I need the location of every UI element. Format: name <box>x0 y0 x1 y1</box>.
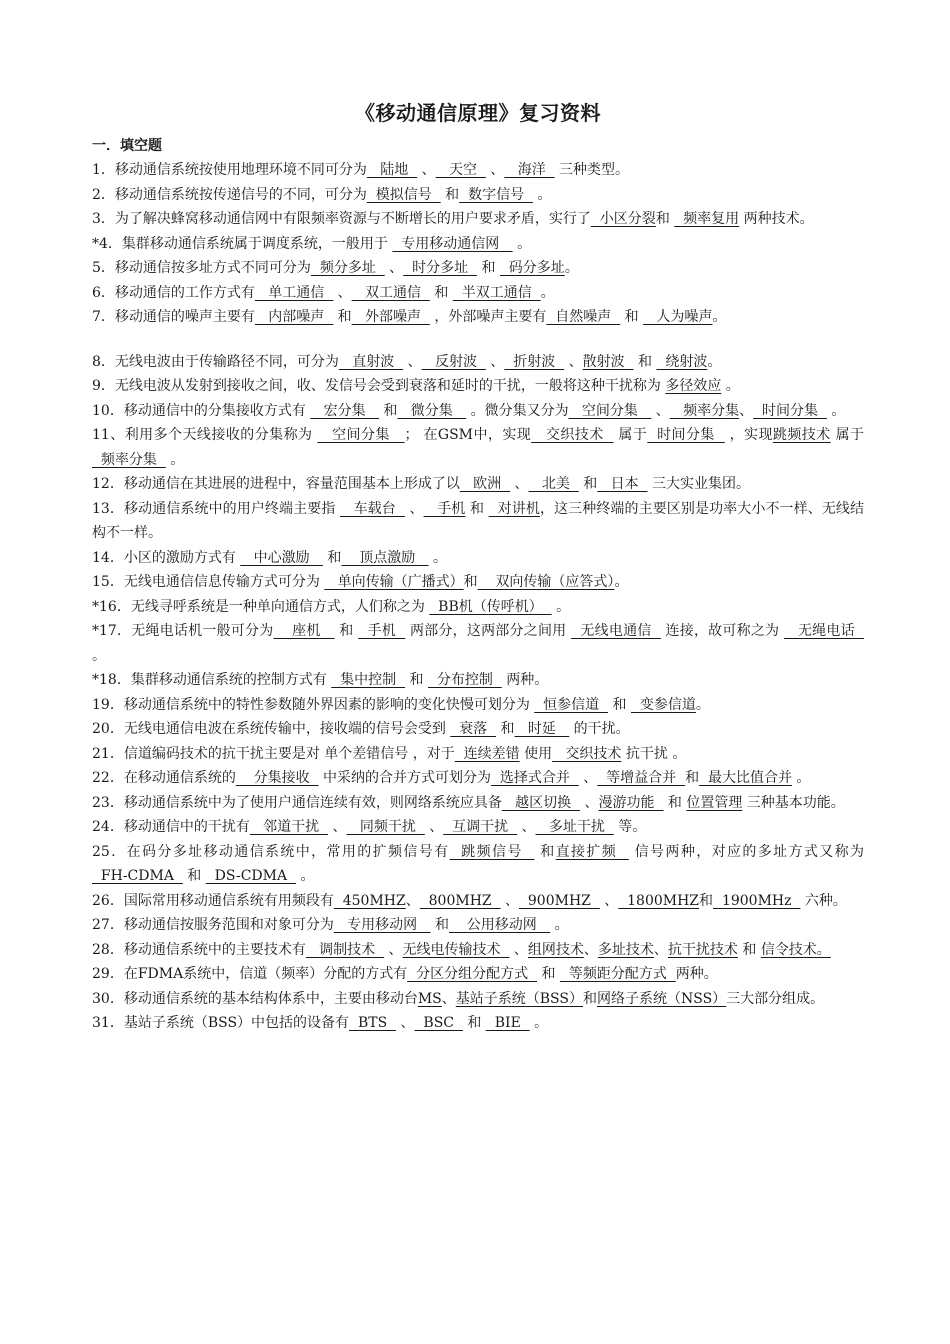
answer-blank: 邻道干扰 <box>249 819 329 835</box>
question-item <box>92 840 864 889</box>
question-list <box>92 158 864 1036</box>
answer-blank: 900MHZ <box>518 892 600 909</box>
question-text: 7．移动通信的噪声主要有 <box>92 309 255 325</box>
question-text: 22．在移动通信系统的 <box>92 770 236 786</box>
answer-blank: 等增益合并 <box>597 770 686 786</box>
question-text: 。 <box>712 309 727 325</box>
answer-blank: 欧洲 <box>459 476 511 492</box>
question-text: 13．移动通信系统中的用户终端主要指 <box>92 500 340 517</box>
question-text: 14．小区的激励方式有 <box>92 549 241 566</box>
question-item <box>92 281 864 306</box>
question-text: 和 <box>655 211 675 227</box>
answer-blank: 分区分组分配方式 <box>407 966 538 982</box>
answer-blank: 1900MHz <box>713 892 801 909</box>
answer-blank: 变参信道 <box>630 696 696 713</box>
question-text: 、 <box>564 353 583 370</box>
answer-blank: 宏分集 <box>310 402 379 419</box>
answer-blank: 专用移动网 <box>333 917 431 933</box>
question-text: 15．无线电通信信息传输方式可分为 <box>92 574 325 590</box>
answer-blank: 时间分集 <box>647 427 725 443</box>
answer-blank: 频率分集 <box>92 451 166 468</box>
answer-blank: 时延 <box>514 721 570 737</box>
answer-blank: 外部噪声 <box>351 309 430 325</box>
answer-blank: 北美 <box>528 476 579 492</box>
answer-blank: 模拟信号 <box>366 186 441 203</box>
question-text: 、 <box>384 260 404 276</box>
question-item <box>92 207 864 232</box>
answer-blank: 频分多址 <box>310 260 385 276</box>
answer-blank: 恒参信道 <box>534 696 609 713</box>
question-text: 3．为了解决蜂窝移动通信网中有限频率资源与不断增长的用户要求矛盾，实行了 <box>92 211 591 227</box>
answer-blank: 半双工通信 <box>452 284 541 301</box>
question-text: 。 <box>540 284 555 301</box>
question-text: 、 <box>517 819 536 835</box>
question-text: 、 <box>599 892 619 909</box>
answer-blank: 同频干扰 <box>346 819 425 835</box>
question-text: 和 <box>737 941 761 958</box>
question-text: 和 <box>608 696 631 713</box>
answer-blank: 抗干扰技术 <box>667 941 738 958</box>
answer-blank: 散射波 <box>582 353 634 370</box>
question-text: 和 <box>477 260 500 276</box>
question-item <box>92 546 864 571</box>
question-text: 26．国际常用移动通信系统有用频段有 <box>92 892 334 909</box>
question-text: 。 <box>707 353 722 370</box>
question-text: 和 <box>685 770 700 786</box>
answer-blank: 无绳电话 <box>783 623 864 639</box>
question-text: 、 <box>405 892 420 909</box>
question-text: 、 <box>485 162 505 178</box>
question-text: 和 <box>322 549 342 566</box>
question-text: 。微分集又分为 <box>466 402 569 419</box>
answer-blank: FH-CDMA <box>92 868 183 884</box>
answer-blank: 跳频信号 <box>449 843 535 860</box>
question-text: 三种基本功能。 <box>742 794 845 811</box>
question-text: 2．移动通信系统按传递信号的不同，可分为 <box>92 186 367 203</box>
question-text: 和 <box>429 284 453 301</box>
answer-blank: 分布控制 <box>427 672 502 688</box>
question-item <box>92 183 864 208</box>
question-text: 。 <box>551 598 571 615</box>
question-item <box>92 938 864 963</box>
question-text: 两种技术。 <box>739 211 814 227</box>
question-text: ，外部噪声主要有 <box>429 309 547 325</box>
answer-blank: 调制技术 <box>305 941 385 958</box>
question-item <box>92 232 864 257</box>
answer-blank: 800MHZ <box>419 892 501 909</box>
question-text: 。 <box>826 402 846 419</box>
question-text: 、 <box>384 941 403 958</box>
answer-blank: 时间分集 <box>753 402 827 419</box>
question-text: 21．信道编码技术的抗干扰主要是对 单个差错信号 ，对于 <box>92 745 455 762</box>
question-item <box>92 399 864 424</box>
answer-blank: 直接扩频 <box>555 843 629 860</box>
question-text: 、 <box>328 819 347 835</box>
answer-blank: 跳频技术 <box>772 427 831 443</box>
question-text: 、 <box>509 941 528 958</box>
answer-blank: 互调干扰 <box>443 819 518 835</box>
question-text: 24．移动通信中的干扰有 <box>92 819 250 835</box>
answer-blank: 陆地 <box>366 162 418 178</box>
answer-blank: 交织技术 <box>552 745 622 762</box>
answer-blank: 越区切换 <box>501 794 581 811</box>
answer-blank: 内部噪声 <box>254 309 334 325</box>
question-text: 。 <box>296 868 315 884</box>
answer-blank: 单工通信 <box>254 284 334 301</box>
question-text: 、 <box>333 284 352 301</box>
question-item <box>92 374 864 399</box>
question-text: 六种。 <box>800 892 847 909</box>
question-item <box>92 158 864 183</box>
question-text: 。 <box>428 549 448 566</box>
answer-blank: 码分多址 <box>499 260 565 276</box>
question-text: 。 <box>614 574 629 590</box>
question-text: 、 <box>583 941 598 958</box>
question-item <box>92 472 864 497</box>
question-text: 、 <box>396 1015 415 1031</box>
question-text: 和 <box>462 1015 486 1031</box>
answer-blank: MS <box>417 990 442 1007</box>
answer-blank: 频率复用 <box>674 211 740 227</box>
question-text: 使用 <box>519 745 553 762</box>
question-item <box>92 619 864 668</box>
question-text: 27．移动通信按服务范围和对象可分为 <box>92 917 334 933</box>
question-text: 和 <box>496 721 515 737</box>
question-text: 等。 <box>613 819 647 835</box>
question-item <box>92 668 864 693</box>
question-text: 5．移动通信按多址方式不同可分为 <box>92 260 311 276</box>
answer-blank: 交织技术 <box>531 427 614 443</box>
answer-blank: 时分多址 <box>403 260 477 276</box>
question-text: 和 <box>620 309 644 325</box>
answer-blank: 自然噪声 <box>546 309 621 325</box>
question-text: 和 <box>537 966 560 982</box>
question-item <box>92 1011 864 1036</box>
answer-blank: 日本 <box>597 476 648 492</box>
question-text: *17．无绳电话机一般可分为 <box>92 623 274 639</box>
answer-blank: 微分集 <box>397 402 467 419</box>
question-text: 、 <box>404 500 424 517</box>
answer-blank: 位置管理 <box>686 794 743 811</box>
question-text: 连接，故可称之为 <box>660 623 784 639</box>
question-text: 、 <box>739 402 754 419</box>
question-text: 、 <box>424 819 444 835</box>
question-text: 25．在码分多址移动通信系统中，常用的扩频信号有 <box>92 843 450 860</box>
question-text: 29．在FDMA系统中，信道（频率）分配的方式有 <box>92 966 408 982</box>
question-text: 、 <box>441 990 456 1007</box>
question-text: ，实现 <box>724 427 773 443</box>
answer-blank: 组网技术 <box>527 941 584 958</box>
question-text: 抗干扰 。 <box>621 745 687 762</box>
question-text: 12．移动通信在其进展的进程中，容量范围基本上形成了以 <box>92 476 460 492</box>
answer-blank: 等频距分配方式 <box>559 966 676 982</box>
question-item <box>92 693 864 718</box>
question-text: 1．移动通信系统按使用地理环境不同可分为 <box>92 162 367 178</box>
question-text: 和 <box>430 917 449 933</box>
question-item <box>92 717 864 742</box>
answer-blank: 频率分集 <box>669 402 740 419</box>
section-heading: 一．填空题 <box>92 138 162 154</box>
question-text: 、 <box>485 353 505 370</box>
question-text: 。 <box>92 647 106 664</box>
answer-blank: 单向传输（广播式） <box>324 574 464 590</box>
question-text: 和 <box>578 476 598 492</box>
answer-blank: DS-CDMA <box>205 868 296 884</box>
question-text: 和 <box>182 868 206 884</box>
question-item <box>92 595 864 620</box>
question-text: 、 <box>651 402 670 419</box>
question-text: 。 <box>512 235 532 252</box>
answer-blank: 连续差错 <box>454 745 520 762</box>
question-item <box>92 962 864 987</box>
answer-blank: 公用移动网 <box>448 917 551 933</box>
answer-blank: 天空 <box>435 162 486 178</box>
question-item <box>92 497 864 546</box>
question-text: 。 <box>564 260 579 276</box>
question-item <box>92 889 864 914</box>
answer-blank: 1800MHZ <box>618 892 700 909</box>
question-text: 、 <box>580 794 599 811</box>
answer-blank: 选择式合并 <box>490 770 579 786</box>
question-text: ，这三种终端的主要区别是功率大小不一样、无线结构不一样。 <box>92 500 865 541</box>
question-text: 三大实业集团。 <box>647 476 750 492</box>
question-text: *16．无线寻呼系统是一种单向通信方式，人们称之为 <box>92 598 430 615</box>
question-text: 和 <box>534 843 556 860</box>
question-text: 20．无线电通信电波在系统传输中，接收端的信号会受到 <box>92 721 451 737</box>
answer-blank: 反射波 <box>421 353 486 370</box>
question-text: 属于 <box>830 427 865 443</box>
question-text: 信号两种，对应的多址方式又称为 <box>628 843 865 860</box>
question-text: 。 <box>721 378 740 394</box>
question-text: 和 <box>663 794 687 811</box>
question-text: 、 <box>510 476 529 492</box>
answer-blank: 450MHZ <box>333 892 406 909</box>
answer-blank: 漫游功能 <box>598 794 664 811</box>
question-text: 的干扰。 <box>569 721 630 737</box>
answer-blank: 双工通信 <box>351 284 430 301</box>
question-item <box>92 791 864 816</box>
question-item <box>92 350 864 375</box>
answer-blank: 中心激励 <box>240 549 323 566</box>
question-item <box>92 913 864 938</box>
answer-blank: 分集接收 <box>235 770 319 786</box>
answer-blank: 无线电传输技术 <box>402 941 510 958</box>
answer-blank: 直射波 <box>338 353 404 370</box>
question-item <box>92 987 864 1012</box>
question-text: 8．无线电波由于传输路径不同，可分为 <box>92 353 339 370</box>
question-text: 、 <box>417 162 436 178</box>
answer-blank: BIE <box>485 1015 530 1031</box>
answer-blank: 折射波 <box>504 353 565 370</box>
question-text: 中采纳的合并方式可划分为 <box>318 770 491 786</box>
question-text: 11、利用多个天线接收的分集称为 <box>92 427 318 443</box>
question-text: 和 <box>583 990 597 1007</box>
question-text: 和 <box>463 574 478 590</box>
answer-blank: 多径效应 <box>665 378 722 394</box>
question-text: ； 在GSM中，实现 <box>404 427 532 443</box>
answer-blank: BSC <box>414 1015 463 1031</box>
answer-blank: 空间分集 <box>568 402 652 419</box>
question-text: 和 <box>378 402 398 419</box>
question-text: 9．无线电波从发射到接收之间，收、发信号会受到衰落和延时的干扰，一般将这种干扰称为 <box>92 378 666 394</box>
question-item <box>92 256 864 281</box>
question-item <box>92 305 864 330</box>
question-text: 属于 <box>613 427 648 443</box>
question-text: 三大部分组成。 <box>726 990 825 1007</box>
question-text: 两种。 <box>675 966 718 982</box>
answer-blank: 基站子系统（BSS） <box>455 990 583 1007</box>
answer-blank: 最大比值合并 <box>699 770 792 786</box>
answer-blank: 人为噪声 <box>643 309 713 325</box>
answer-blank: 双向传输（应答式） <box>477 574 615 590</box>
question-text: *4．集群移动通信系统属于调度系统，一般用于 <box>92 235 393 252</box>
answer-blank: 集中控制 <box>331 672 406 688</box>
question-text: 。 <box>529 1015 549 1031</box>
answer-blank: 多址干扰 <box>535 819 614 835</box>
answer-blank: 对讲机 <box>488 500 540 517</box>
answer-blank: 车载台 <box>339 500 405 517</box>
question-text: 、 <box>578 770 598 786</box>
answer-blank: 绕射波 <box>656 353 708 370</box>
question-text: 30．移动通信系统的基本结构体系中，主要由移动台 <box>92 990 418 1007</box>
answer-blank: 座机 <box>273 623 335 639</box>
answer-blank: 手机 <box>358 623 406 639</box>
answer-blank: BB机（传呼机） <box>429 598 552 615</box>
question-text: 10．移动通信中的分集接收方式有 <box>92 402 311 419</box>
question-text: 。 <box>165 451 185 468</box>
question-text: 两部分，这两部分之间用 <box>405 623 572 639</box>
answer-blank: 无线电通信 <box>571 623 661 639</box>
question-text: 两种。 <box>501 672 549 688</box>
question-item <box>92 742 864 767</box>
question-text: 19．移动通信系统中的特性参数随外界因素的影响的变化快慢可划分为 <box>92 696 535 713</box>
answer-blank: 数字信号 <box>459 186 533 203</box>
question-text: 和 <box>633 353 657 370</box>
question-item <box>92 815 864 840</box>
question-text: 。 <box>695 696 710 713</box>
question-text: 和 <box>699 892 714 909</box>
question-text: 28．移动通信系统中的主要技术有 <box>92 941 306 958</box>
page-title: 《移动通信原理》复习资料 <box>355 101 601 125</box>
answer-blank: 信令技术。 <box>760 941 831 958</box>
question-text: 23．移动通信系统中为了使用户通信连续有效，则网络系统应具备 <box>92 794 502 811</box>
question-text: 和 <box>465 500 489 517</box>
question-text: 和 <box>440 186 460 203</box>
answer-blank: 多址技术 <box>597 941 654 958</box>
question-item <box>92 423 864 472</box>
question-text: 、 <box>500 892 519 909</box>
question-text: 。 <box>550 917 569 933</box>
question-text: *18．集群移动通信系统的控制方式有 <box>92 672 332 688</box>
answer-blank: 顶点激励 <box>341 549 429 566</box>
answer-blank: 空间分集 <box>317 427 405 443</box>
question-text: 和 <box>405 672 428 688</box>
question-text: 和 <box>334 623 359 639</box>
question-item <box>92 570 864 595</box>
question-text: 31．基站子系统（BSS）中包括的设备有 <box>92 1015 350 1031</box>
answer-blank: 衰落 <box>450 721 497 737</box>
answer-blank: 手机 <box>423 500 466 517</box>
answer-blank: BTS <box>349 1015 397 1031</box>
question-text: 、 <box>653 941 668 958</box>
answer-blank: 专用移动通信网 <box>392 235 513 252</box>
question-text: 和 <box>333 309 352 325</box>
question-text: 。 <box>791 770 811 786</box>
answer-blank: 小区分裂 <box>590 211 656 227</box>
question-text: 三种类型。 <box>554 162 630 178</box>
question-item <box>92 766 864 791</box>
question-text: 、 <box>403 353 422 370</box>
question-text: 6．移动通信的工作方式有 <box>92 284 255 301</box>
answer-blank: 网络子系统（NSS） <box>597 990 727 1007</box>
answer-blank: 海洋 <box>504 162 555 178</box>
question-text: 。 <box>532 186 552 203</box>
